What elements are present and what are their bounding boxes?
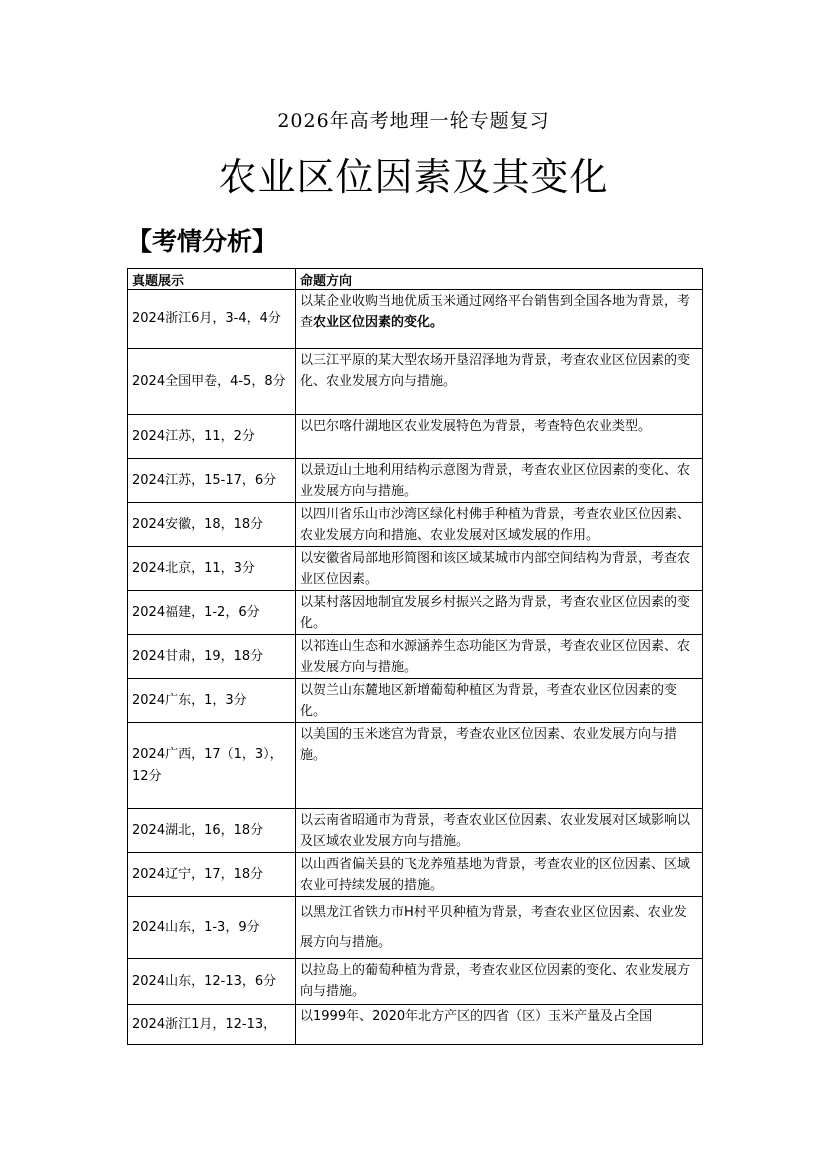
exam-direction-cell: 以云南省昭通市为背景，考查农业区位因素、农业发展对区域影响以及区域农业发展方向与措施。 <box>296 809 703 853</box>
exam-source-cell: 2024江苏，15-17，6分 <box>128 459 296 503</box>
section-heading: 【考情分析】 <box>127 227 278 256</box>
table-row <box>128 1005 703 1045</box>
exam-direction-cell: 以巴尔喀什湖地区农业发展特色为背景，考查特色农业类型。 <box>296 415 703 459</box>
exam-source-cell: 2024全国甲卷，4-5，8分 <box>128 349 296 415</box>
exam-source-cell: 2024福建，1-2，6分 <box>128 591 296 635</box>
table-row <box>128 290 703 349</box>
exam-source-cell: 2024北京，11，3分 <box>128 547 296 591</box>
exam-source-cell: 2024湖北，16，18分 <box>128 809 296 853</box>
exam-source-cell: 2024安徽，18，18分 <box>128 503 296 547</box>
table-row <box>128 809 703 853</box>
document-title: 农业区位因素及其变化 <box>218 155 609 199</box>
document-subtitle: 2026年高考地理一轮专题复习 <box>277 110 550 132</box>
exam-source-cell: 2024广西，17（1，3），12分 <box>128 723 296 809</box>
exam-direction-cell: 以四川省乐山市沙湾区绿化村佛手种植为背景，考查农业区位因素、农业发展方向和措施、农业发展对区域发展的作用。 <box>296 503 703 547</box>
exam-direction-cell: 以祁连山生态和水源涵养生态功能区为背景，考查农业区位因素、农业发展方向与措施。 <box>296 635 703 679</box>
exam-source-cell: 2024广东，1，3分 <box>128 679 296 723</box>
exam-direction-cell: 以某村落因地制宜发展乡村振兴之路为背景，考查农业区位因素的变化。 <box>296 591 703 635</box>
table-row <box>128 503 703 547</box>
exam-source-cell: 2024甘肃，19，18分 <box>128 635 296 679</box>
exam-source-cell: 2024浙江6月，3-4，4分 <box>128 290 296 349</box>
exam-source-cell: 2024浙江1月，12-13， <box>128 1005 296 1045</box>
table-row <box>128 635 703 679</box>
table-row <box>128 959 703 1005</box>
table-row <box>128 349 703 415</box>
exam-direction-cell: 以三江平原的某大型农场开垦沼泽地为背景，考查农业区位因素的变化、农业发展方向与措施。 <box>296 349 703 415</box>
direction-text: 以某企业收购当地优质玉米通过网络平台销售到全国各地为背景，考查 <box>300 294 691 330</box>
table-header-row <box>128 269 703 290</box>
exam-direction-cell: 以美国的玉米迷宫为背景，考查农业区位因素、农业发展方向与措施。 <box>296 723 703 809</box>
exam-direction-cell: 以安徽省局部地形简图和该区域某城市内部空间结构为背景，考查农业区位因素。 <box>296 547 703 591</box>
exam-direction-cell <box>296 290 703 349</box>
exam-source-cell: 2024江苏，11，2分 <box>128 415 296 459</box>
column-header-direction: 命题方向 <box>296 269 703 290</box>
table-row <box>128 547 703 591</box>
exam-source-cell: 2024山东，12-13，6分 <box>128 959 296 1005</box>
exam-direction-cell: 以1999年、2020年北方产区的四省（区）玉米产量及占全国 <box>296 1005 703 1045</box>
column-header-source: 真题展示 <box>128 269 296 290</box>
exam-analysis-table <box>127 268 703 1045</box>
table-row <box>128 591 703 635</box>
direction-bold-text: 农业区位因素的变化。 <box>313 315 444 330</box>
table-row <box>128 853 703 897</box>
table-row <box>128 415 703 459</box>
exam-direction-cell: 以景迈山土地利用结构示意图为背景，考查农业区位因素的变化、农业发展方向与措施。 <box>296 459 703 503</box>
exam-source-cell: 2024山东，1-3，9分 <box>128 897 296 959</box>
table-row <box>128 723 703 809</box>
table-row <box>128 897 703 959</box>
exam-direction-cell: 以拉岛上的葡萄种植为背景，考查农业区位因素的变化、农业发展方向与措施。 <box>296 959 703 1005</box>
exam-direction-cell: 以山西省偏关县的飞龙养殖基地为背景，考查农业的区位因素、区域农业可持续发展的措施。 <box>296 853 703 897</box>
exam-direction-cell: 以黑龙江省铁力市H村平贝种植为背景，考查农业区位因素、农业发展方向与措施。 <box>296 897 703 959</box>
exam-source-cell: 2024辽宁，17，18分 <box>128 853 296 897</box>
exam-direction-cell: 以贺兰山东麓地区新增葡萄种植区为背景，考查农业区位因素的变化。 <box>296 679 703 723</box>
table-row <box>128 459 703 503</box>
table-row <box>128 679 703 723</box>
